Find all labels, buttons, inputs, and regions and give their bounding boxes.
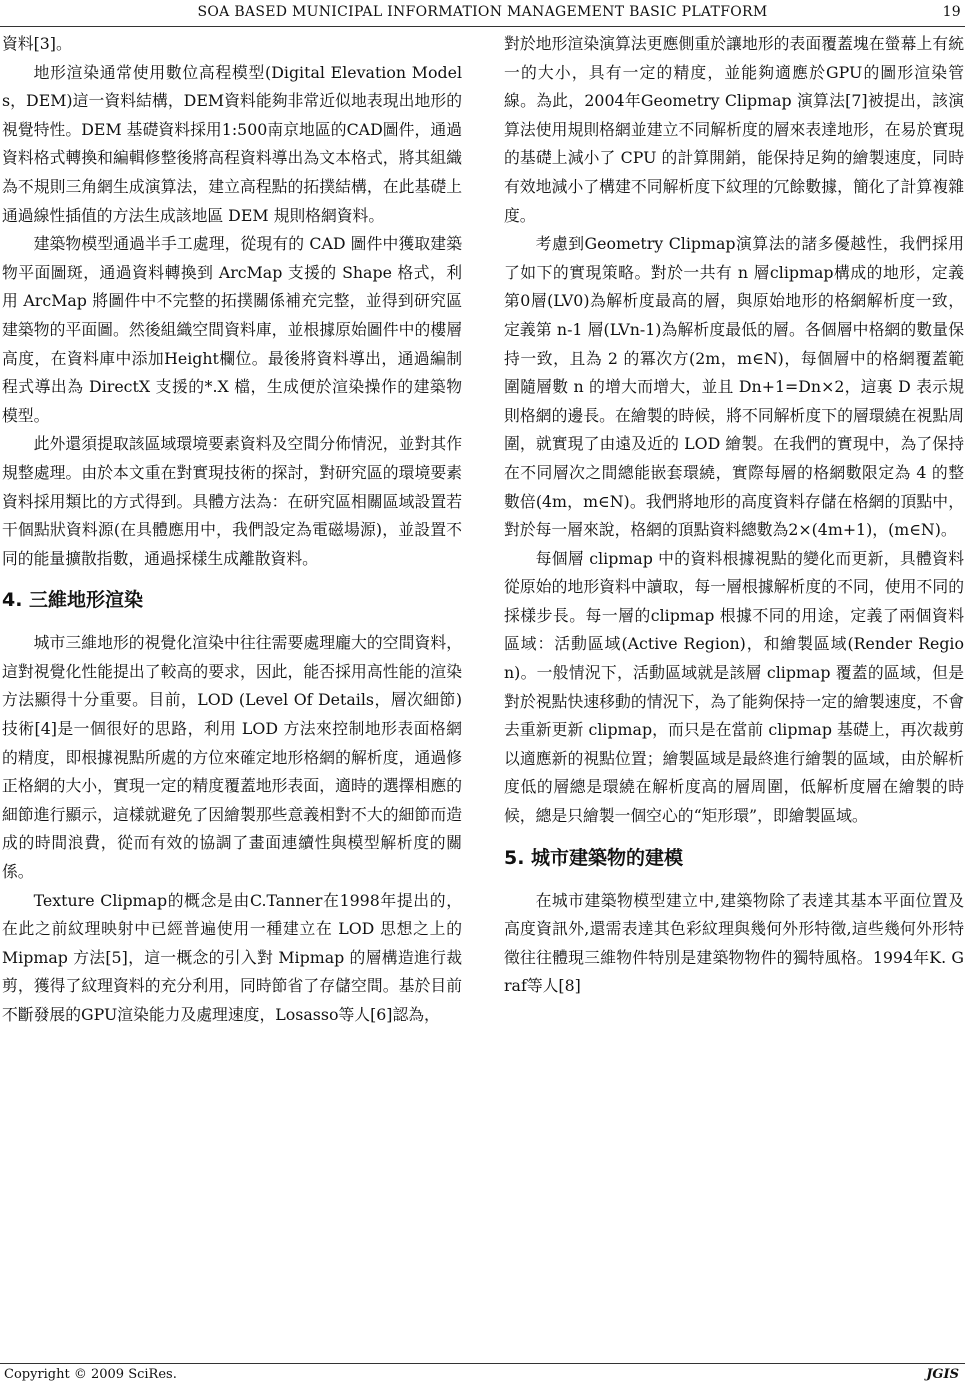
journal-name: JGIS	[926, 1367, 959, 1382]
paragraph-lod: 城市三維地形的視覺化渲染中往往需要處理龐大的空間資料，這對視覺化性能提出了較高的要求，因此，能否採用高性能的渲染方法顯得十分重要。目前，LOD (Level Of Details，層次細節)技術[4]是一個很好的思路，利用 LOD 方法來控制地形表面格網的精度，即根據視點所處的方位來確定地形格網的解析度，通過修正格網的大小，實現一定的精度覆蓋地形表面，適時的選擇相應的細節進行顯示，這樣就避免了因繪製那些意義相對不大的細節而造成的時間浪費，從而有效的協調了畫面連續性與模型解析度的關係。	[2, 633, 462, 882]
paragraph-texture-clipmap: Texture Clipmap的概念是由C.Tanner在1998年提出的，在此之前紋理映射中已經普遍使用一種建立在 LOD 思想之上的 Mipmap 方法[5]，這一概念的引入對 Mipmap 的層構造進行裁剪，獲得了紋理資料的充分利用，同時節省了存儲空間。基於目前不斷發展的GPU渲染能力及處理速度，Losasso等人[6]認為，	[2, 890, 462, 1024]
paragraph-regions: 每個層 clipmap 中的資料根據視點的變化而更新，具體資料從原始的地形資料中讀取，每一層根據解析度的不同，使用不同的採樣步長。每一層的clipmap 根據不同的用途，定義了兩個資料區域：活動區域(Active Region)，和繪製區域(Render Region)。一般情況下，活動區域就是該層 clipmap 覆蓋的區域，但是對於視點快速移動的情況下，為了能夠保持一定的繪製速度，不會去重新更新 clipmap，而只是在當前 clipmap 基礎上，再次裁剪以適應新的視點位置；繪製區域是最終進行繪製的區域，由於解析度低的層總是環繞在解析度高的層周圍，低解析度層在繪製的時候，總是只繪製一個空心的“矩形環”，即繪製區域。	[504, 548, 964, 826]
section-heading-5: 5. 城市建築物的建模	[504, 846, 684, 869]
page-number: 19	[942, 4, 961, 20]
paragraph-continuation: 資料[3]。	[2, 34, 72, 53]
page-header	[0, 0, 965, 27]
left-column	[2, 30, 462, 1030]
paragraph-building-model: 建築物模型通過半手工處理，從現有的 CAD 圖件中獲取建築物平面圖斑，通過資料轉換到 ArcMap 支援的 Shape 格式，利用 ArcMap 將圖件中不完整的拓撲關係補充完整，並得到研究區建築物的平面圖。然後組織空間資料庫，並根據原始圖件中的樓層高度，在資料庫中添加Height欄位。最後將資料導出，通過編制程式導出為 DirectX 支援的*.X 檔，生成便於渲染操作的建築物模型。	[2, 234, 462, 425]
paragraph-strategy: 考慮到Geometry Clipmap演算法的諸多優越性，我們採用了如下的實現策略。對於一共有 n 層clipmap構成的地形，定義第0層(LV0)為解析度最高的層，與原始地形的格網解析度一致，定義第 n-1 層(LVn-1)為解析度最低的層。各個層中格網的數量保持一致，且為 2 的冪次方(2m，m∈N)，每個層中的格網覆蓋範圍隨層數 n 的增大而增大，並且 Dn+1=Dn×2，這裏 D 表示規則格網的邊長。在繪製的時候，將不同解析度下的層環繞在視點周圍，就實現了由遠及近的 LOD 繪製。在我們的實現中，為了保持在不同層次之間總能嵌套環繞，實際每層的格網數限定為 4 的整數倍(4m，m∈N)。我們將地形的高度資料存儲在格網的頂點中，對於每一層來說，格網的頂點資料總數為2×(4m+1)，(m∈N)。	[504, 234, 964, 540]
paragraph-dem: 地形渲染通常使用數位高程模型(Digital Elevation Models，DEM)這一資料結構，DEM資料能夠非常近似地表現出地形的視覺特性。DEM 基礎資料採用1:500南京地區的CAD圖件，通過資料格式轉換和編輯修整後將高程資料導出為文本格式，將其組織為不規則三角網生成演算法，建立高程點的拓撲結構，在此基礎上通過線性插值的方法生成該地區 DEM 規則格網資料。	[2, 62, 462, 225]
right-column	[504, 30, 964, 1001]
page-footer	[0, 1363, 965, 1386]
copyright-notice: Copyright © 2009 SciRes.	[4, 1367, 177, 1382]
paragraph-geometry-clipmap: 對於地形渲染演算法更應側重於讓地形的表面覆蓋塊在螢幕上有統一的大小，具有一定的精度，並能夠適應於GPU的圖形渲染管線。為此，2004年Geometry Clipmap 演算法[7]被提出，該演算法使用規則格網並建立不同解析度的層來表達地形，在易於實現的基礎上減小了 CPU 的計算開銷，能保持足夠的繪製速度，同時有效地減小了構建不同解析度下紋理的冗餘數據，簡化了計算複雜度。	[504, 34, 964, 225]
section-heading-4: 4. 三維地形渲染	[2, 589, 144, 612]
paragraph-environment-data: 此外還須提取該區域環境要素資料及空間分佈情況，並對其作規整處理。由於本文重在對實現技術的探討，對研究區的環境要素資料採用類比的方式得到。具體方法為：在研究區相關區域設置若干個點狀資料源(在具體應用中，我們設定為電磁場源)，並設置不同的能量擴散指數，通過採樣生成離散資料。	[2, 434, 462, 568]
paragraph-building-modeling: 在城市建築物模型建立中,建築物除了表達其基本平面位置及高度資訊外,還需表達其色彩紋理與幾何外形特徵,這些幾何外形特徵往往體現三維物件特別是建築物物件的獨特風格。1994年K. Graf等人[8]	[504, 890, 964, 996]
running-title: SOA BASED MUNICIPAL INFORMATION MANAGEMENT BASIC PLATFORM	[197, 4, 768, 20]
